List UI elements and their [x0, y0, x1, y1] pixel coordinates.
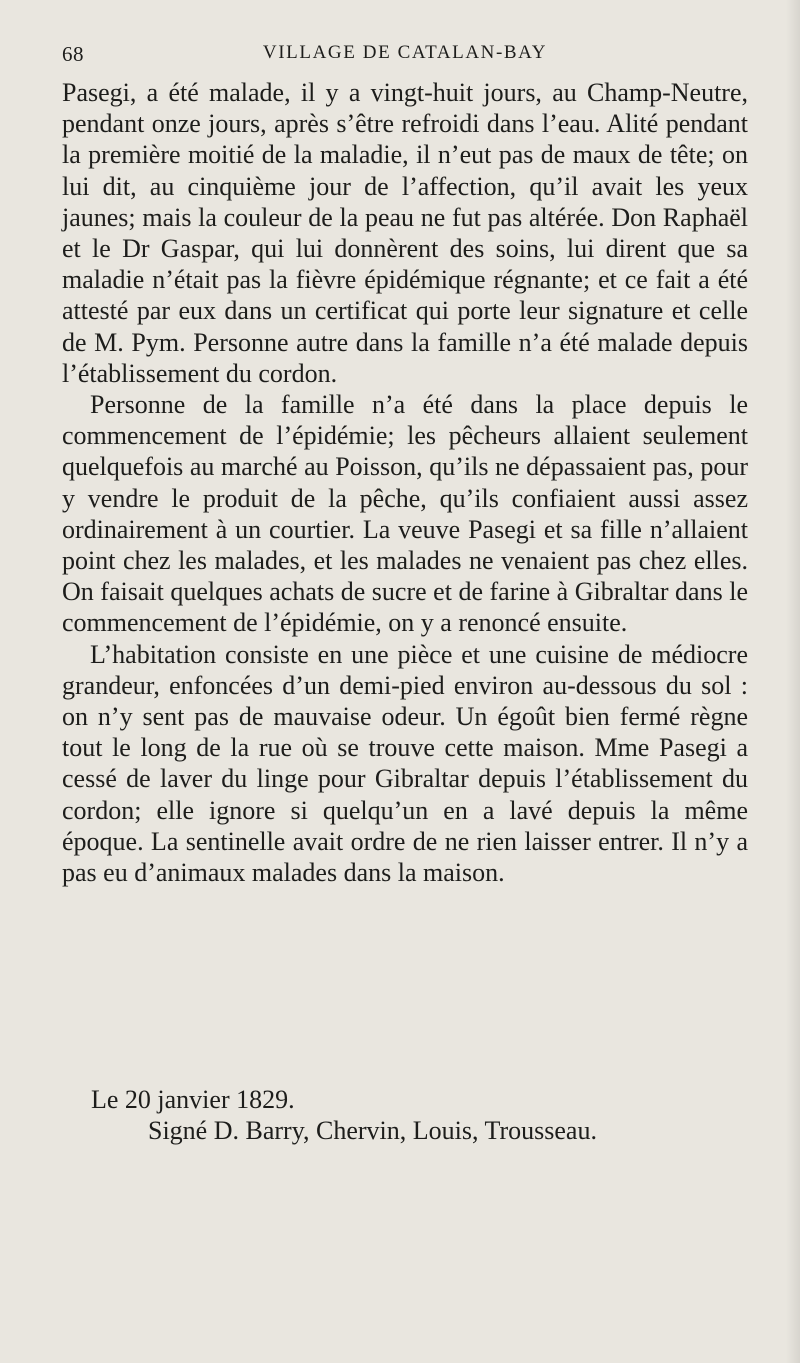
page-number: 68 [62, 42, 84, 66]
signature-line: Signé D. Barry, Chervin, Louis, Trousseau. [148, 1116, 597, 1145]
paragraph-2: Personne de la famille n’a été dans la place depuis le commencement de l’épidémie; les pêcheurs allaient seulement quelquefois au marché au Poisson, qu’ils ne dépassaient pas, pour y vendre le produit de la pêche, qu’ils confiaient aussi assez ordinairement à un courtier. La veuve Pasegi et sa fille n’allaient point chez les malades, et les malades ne venaient pas chez elles. On faisait quelques achats de sucre et de farine à Gibraltar dans le commencement de l’épidémie, on y a renoncé ensuite. [62, 390, 748, 638]
page-edge-shadow [786, 0, 800, 1363]
paragraph-3: L’habitation consiste en une pièce et une cuisine de médiocre grandeur, enfoncées d’un demi-pied environ au-dessous du sol : on n’y sent pas de mauvaise odeur. Un égoût bien fermé règne tout le long de la rue où se trouve cette maison. Mme Pasegi a cessé de laver du linge pour Gibraltar depuis l’établissement du cordon; elle ignore si quelqu’un en a lavé depuis la même époque. La sentinelle avait ordre de ne rien laisser entrer. Il n’y a pas eu d’animaux malades dans la maison. [62, 639, 748, 888]
paragraph-1: Pasegi, a été malade, il y a vingt-huit jours, au Champ-Neutre, pendant onze jours, après s’être refroidi dans l’eau. Alité pendant la première moitié de la maladie, il n’eut pas de maux de tête; on lui dit, au cinquième jour de l’affection, qu’il avait les yeux jaunes; mais la couleur de la peau ne fut pas altérée. Don Raphaël et le Dr Gaspar, qui lui donnèrent des soins, lui dirent que sa maladie n’était pas la fièvre épidémique régnante; et ce fait a été attesté par eux dans un certificat qui porte leur signature et celle de M. Pym. Personne autre dans la famille n’a été malade depuis l’établissement du cordon. [62, 78, 748, 388]
body-text [62, 77, 748, 888]
page-header [62, 42, 748, 72]
running-title: VILLAGE DE CATALAN-BAY [262, 42, 548, 63]
document-date: Le 20 janvier 1829. [91, 1085, 295, 1114]
